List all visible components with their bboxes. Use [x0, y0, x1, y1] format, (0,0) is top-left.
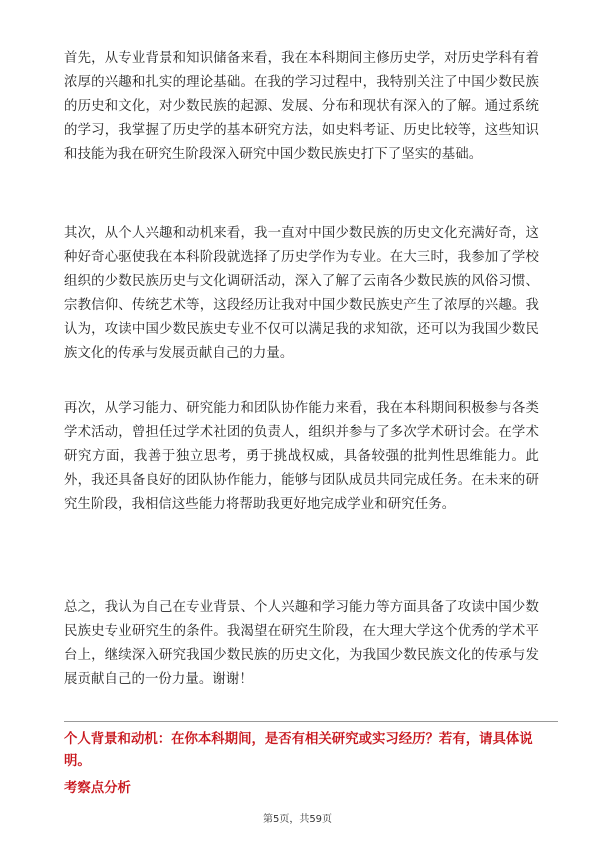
page-number: 第5页，共59页 — [262, 814, 333, 825]
analysis-heading: 考察点分析 — [64, 781, 131, 796]
answer-paragraph-1: 首先，从专业背景和知识储备来看，我在本科期间主修历史学，对历史学科有着浓厚的兴趣和扎实的理论基础。在我的学习过程中，我特别关注了中国少数民族的历史和文化，对少数民族的起源、发展、分布和现状有深入的了解。通过系统的学习，我掌握了历史学的基本研究方法，如史料考证、历史比较等，这些知识和技能为我在研究生阶段深入研究中国少数民族史打下了坚实的基础。 — [64, 51, 539, 162]
interview-question: 个人背景和动机：在你本科期间，是否有相关研究或实习经历？若有，请具体说明。 — [64, 732, 533, 769]
section-divider — [64, 721, 558, 722]
answer-paragraph-4: 总之，我认为自己在专业背景、个人兴趣和学习能力等方面具备了攻读中国少数民族史专业研究生的条件。我渴望在研究生阶段，在大理大学这个优秀的学术平台上，继续深入研究我国少数民族的历史文化，为我国少数民族文化的传承与发展贡献自己的一份力量。谢谢！ — [64, 600, 539, 687]
answer-paragraph-3: 再次，从学习能力、研究能力和团队协作能力来看，我在本科期间积极参与各类学术活动，曾担任过学术社团的负责人，组织并参与了多次学术研讨会。在学术研究方面，我善于独立思考，勇于挑战权威，具备较强的批判性思维能力。此外，我还具备良好的团队协作能力，能够与团队成员共同完成任务。在未来的研究生阶段，我相信这些能力将帮助我更好地完成学业和研究任务。 — [64, 401, 539, 512]
answer-paragraph-2: 其次，从个人兴趣和动机来看，我一直对中国少数民族的历史文化充满好奇，这种好奇心驱使我在本科阶段就选择了历史学作为专业。在大三时，我参加了学校组织的少数民族历史与文化调研活动，深入了解了云南各少数民族的风俗习惯、宗教信仰、传统艺术等，这段经历让我对中国少数民族史产生了浓厚的兴趣。我认为，攻读中国少数民族史专业不仅可以满足我的求知欲，还可以为我国少数民族文化的传承与发展贡献自己的力量。 — [64, 226, 539, 361]
